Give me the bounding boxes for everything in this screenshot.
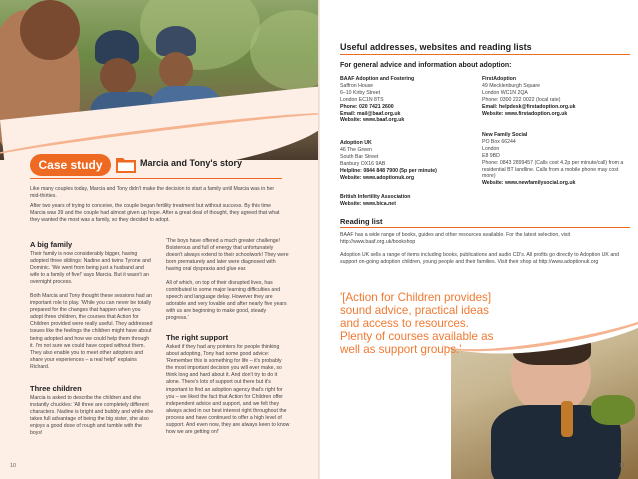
resources-rule (340, 54, 630, 55)
page-number-right: 11 (619, 463, 625, 469)
org-website[interactable]: Website: www.firstadoption.org.uk (482, 110, 568, 117)
org-website[interactable]: Website: www.newfamilysocial.org.uk (482, 180, 576, 187)
org-phone: Phone: 0843 2899457 (Calls cost 4.2p per minute/call) from a residential BT landline. Calls from a mobile phone may cost more) (482, 159, 624, 180)
org-baaf (340, 76, 480, 124)
reading-list-rule (340, 227, 630, 228)
org-name: New Family Social (482, 132, 528, 138)
progress-paragraph: All of which, on top of their disrupted lives, has contributed to some major learning difficulties and speech and language delay. However they are adorable and very lovable and after nearly five years with us are beginning to make good, steady progress.' (166, 280, 287, 322)
heading-right-support: The right support (166, 333, 229, 342)
org-name: British Infertility Association (340, 194, 411, 200)
address-line: London EC1N 8TS (340, 96, 384, 103)
address-line: Saffron House (340, 82, 374, 89)
org-bica (340, 194, 490, 208)
reading-paragraph-baaf: BAAF has a wide range of books, guides and other resources available. For the latest selection, visit http://www.baaf.org.uk/bookshop (340, 232, 571, 245)
intro-paragraph-1: Like many couples today, Marcia and Tony didn't make the decision to start a family until Marcia was in her mid-thirties. (30, 186, 275, 200)
org-name: Adoption UK (340, 140, 372, 146)
page-gutter (318, 0, 320, 479)
org-website[interactable]: Website: www.baaf.org.uk (340, 117, 405, 124)
address-line: E8 9BD (482, 152, 500, 159)
reading-list-heading: Reading list (340, 217, 383, 226)
right-page (319, 0, 638, 479)
address-line: London WC1N 2QA (482, 89, 528, 96)
org-website[interactable]: Website: www.bica.net (340, 200, 396, 207)
page-number-left: 10 (10, 463, 17, 469)
address-line: Banbury OX16 9AB (340, 160, 386, 167)
case-study-badge: Case study (30, 154, 111, 176)
org-name: FirstAdoption (482, 76, 516, 82)
boys-paragraph: 'The boys have offered a much greater challenge! Boisterous and full of energy that unfortunately doesn't always extend to their schoolwork! They were born prematurely and later were diagnosed with having oral dyspraxia and glue ear. (166, 238, 289, 273)
org-name: BAAF Adoption and Fostering (340, 76, 415, 82)
reading-paragraph-adoption-uk: Adoption UK sells a range of items including books, publications and audio CD's. All profits go directly to Adoption UK and support on-going adoption children, young people and their families. Visit their shop at http://www.adoptionuk.org (340, 252, 619, 265)
testimonial-quote: '[Action for Children provides] sound advice, practical ideas and access to resources. Plenty of courses available as well as support groups.' (340, 291, 494, 356)
org-email[interactable]: Email: mail@baaf.org.uk (340, 110, 401, 117)
address-line: London (482, 145, 500, 152)
org-email[interactable]: Email: helpdesk@firstadoption.org.uk (482, 103, 576, 110)
org-phone: Phone: 0300 222 0022 (local rate) (482, 96, 561, 103)
case-study-title: Marcia and Tony's story (140, 158, 243, 168)
support-paragraph: Asked if they had any pointers for people thinking about adopting, Tony had some good advice: 'Remember this is something for life – it's probably the most important decision you will ever make, so think long and hard about it. And don't try to do it alone. There's lots of support out there but it's important to find an adoption agency that's right for you – we liked the fact that Action for Children offer independent advice and support, and we felt they always acted in our best interest right throughout the process and have continued to offer a high level of support. And even now, they are always keen to know how we are getting on!' (166, 344, 290, 436)
address-line: 46 The Green (340, 146, 372, 153)
org-website[interactable]: Website: www.adoptionuk.org (340, 174, 415, 181)
address-line: 6–10 Kirby Street (340, 89, 381, 96)
org-phone: Helpline: 0844 848 7900 (5p per minute) (340, 167, 437, 174)
org-firstadoption (482, 76, 627, 117)
general-advice-subheading: For general advice and information about adoption: (340, 62, 512, 69)
org-adoption-uk (340, 140, 490, 181)
address-line: 49 Mecklenburgh Square (482, 82, 540, 89)
sessions-paragraph: Both Marcia and Tony thought these sessions had an important role to play. 'While you can never be totally prepared for the changes that happen when you adopt three children, the courses that Action for Children provided were really useful. They addressed issues like the feelings the children might have about being adopted and how we could help them through it. I'm not sure we could have coped without them. They also enable you to meet other adopters and share your experiences – a real help!' explains Richard. (30, 293, 153, 370)
big-family-paragraph: Their family is now considerably bigger, having adopted three siblings: Nadine and twins Tyrone and Dominic. 'We went from being just a husband and wife to a family of five!' says Marcia. But it wasn't an overnight process. (30, 251, 151, 286)
org-new-family-social (482, 132, 627, 187)
address-line: South Bar Street (340, 153, 379, 160)
heading-three-children: Three children (30, 384, 82, 393)
intro-paragraph-2: After two years of trying to conceive, the couple began fertility treatment but without success. By this time Marcia was 39 and the couple had almost given up hope. After a great deal of thought, they agreed that what they wanted the most was a family, so they decided to adopt. (30, 203, 280, 224)
resources-heading: Useful addresses, websites and reading lists (340, 42, 532, 52)
title-rule (30, 178, 282, 179)
org-phone: Phone: 020 7421 2600 (340, 103, 394, 110)
folder-icon (114, 152, 138, 176)
heading-big-family: A big family (30, 240, 73, 249)
three-children-paragraph: Marcia is asked to describe the children and she instantly chuckles: 'All three are completely different characters. Nadine is bright and bubbly and while she takes full advantage of being the big sister, she also enjoys a good dose of rough and tumble with the boys! (30, 395, 154, 437)
address-line: PO Box 66244 (482, 138, 516, 145)
